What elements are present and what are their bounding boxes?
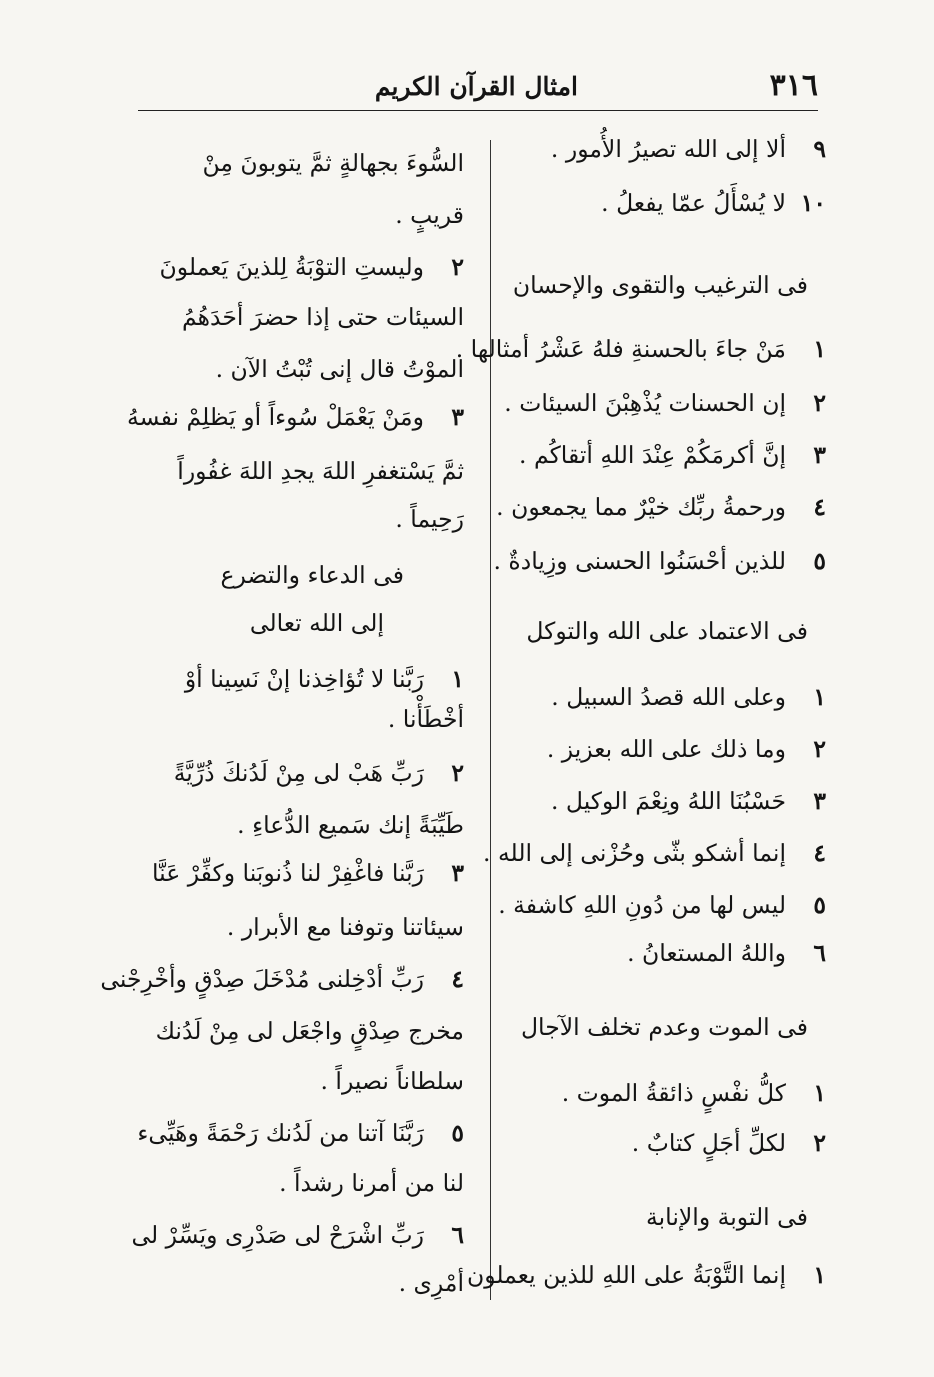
verse-line: ٣ومَنْ يَعْمَلْ سُوءاً أو يَظلِمْ نفسهُ: [127, 403, 464, 431]
section-heading: فى الموت وعدم تخلف الآجال: [520, 1013, 808, 1041]
verse-line: ٩ألا إلى الله تصيرُ الأُمور .: [550, 135, 826, 163]
verse-line: ٢وما ذلك على الله بعزيز .: [546, 735, 826, 763]
verse-line: الموْتُ قال إنى تُبْتُ الآن .: [215, 355, 464, 383]
verse-line: رَحِيماً .: [395, 505, 464, 533]
section-subheading: إلى الله تعالى: [249, 609, 384, 637]
verse-line: ١إنما التَّوْبَةُ على اللهِ للذين يعملون: [466, 1261, 826, 1289]
section-heading: فى الاعتماد على الله والتوكل: [526, 617, 808, 645]
verse-line: سلطاناً نصيراً .: [320, 1067, 464, 1095]
section-heading: فى الترغيب والتقوى والإحسان: [512, 271, 808, 299]
verse-line: سيئاتنا وتوفنا مع الأبرار .: [226, 913, 464, 941]
verse-line: ١مَنْ جاءَ بالحسنةِ فلهُ عَشْرُ أمثالها .: [455, 335, 826, 363]
verse-line: ٥ليس لها من دُونِ اللهِ كاشفة .: [498, 891, 826, 919]
page-number: ٣١٦: [769, 68, 818, 103]
verse-line: ٢لكلِّ أجَلٍ كتابٌ .: [631, 1129, 826, 1157]
verse-line: ٤ورحمةُ ربِّك خيْرٌ مما يجمعون .: [496, 493, 826, 521]
verse-line: ٣إنَّ أكرمَكُمْ عِنْدَ اللهِ أتقاكُم .: [519, 441, 826, 469]
verse-line: ٢رَبِّ هَبْ لى مِنْ لَدُنكَ ذُرِّيَّةً: [173, 759, 464, 787]
column-divider: [490, 140, 491, 1300]
page-header: [138, 62, 818, 111]
verse-line: لنا من أمرنا رشداً .: [279, 1169, 464, 1197]
verse-line: ثمَّ يَسْتغفرِ اللهَ يجدِ اللهَ غفُوراً: [177, 457, 464, 485]
verse-line: السُّوءَ بجهالةٍ ثمَّ يتوبونَ مِنْ: [202, 149, 464, 177]
section-heading: فى التوبة والإنابة: [646, 1203, 808, 1231]
verse-line: ١وعلى الله قصدُ السبيل .: [551, 683, 826, 711]
verse-line: ٢إن الحسنات يُذْهِبْنَ السيئات .: [504, 389, 826, 417]
verse-line: ٦واللهُ المستعانُ .: [627, 939, 826, 967]
verse-line: ٣رَبَّنا فاغْفِرْ لنا ذُنوبَنا وكفِّرْ عَنَّا: [151, 859, 464, 887]
verse-line: أخْطَأْنا .: [387, 705, 464, 733]
verse-line: أمْرِى .: [398, 1269, 464, 1297]
verse-line: ١رَبَّنا لا تُؤاخِذنا إنْ نَسِينا أوْ: [184, 665, 464, 693]
verse-line: ٥رَبَّنَا آتنا من لَدُنك رَحْمَةً وهَيِّىء: [137, 1119, 464, 1147]
verse-line: قريبٍ .: [395, 201, 464, 229]
section-heading: فى الدعاء والتضرع: [220, 561, 404, 589]
verse-line: ٣حَسْبُنَا اللهُ ونِعْمَ الوكيل .: [550, 787, 826, 815]
verse-line: ١كلُّ نفْسٍ ذائقةُ الموت .: [561, 1079, 826, 1107]
verse-line: مخرج صِدْقٍ واجْعَل لى مِنْ لَدُنك: [155, 1017, 464, 1045]
verse-line: ١٠لا يُسْأَلُ عمّا يفعلُ .: [601, 189, 826, 217]
verse-line: ٦رَبِّ اشْرَحْ لى صَدْرِى ويَسِّرْ لى: [131, 1221, 464, 1249]
verse-line: ٢وليستِ التوْبَةُ لِلذينَ يَعملونَ: [159, 253, 464, 281]
verse-line: طَيِّبَةً إنك سَميع الدُّعاءِ .: [237, 811, 464, 839]
verse-line: ٥للذين أحْسَنُوا الحسنى وزِيادةٌ .: [493, 547, 826, 575]
running-title: امثال القرآن الكريم: [374, 72, 578, 101]
verse-line: ٤إنما أشكو بثّى وحُزْنى إلى الله .: [483, 839, 826, 867]
verse-line: ٤رَبِّ أدْخِلنى مُدْخَلَ صِدْقٍ وأخْرِجْنى: [100, 965, 464, 993]
verse-line: السيئات حتى إذا حضرَ أحَدَهُمُ: [181, 303, 464, 331]
